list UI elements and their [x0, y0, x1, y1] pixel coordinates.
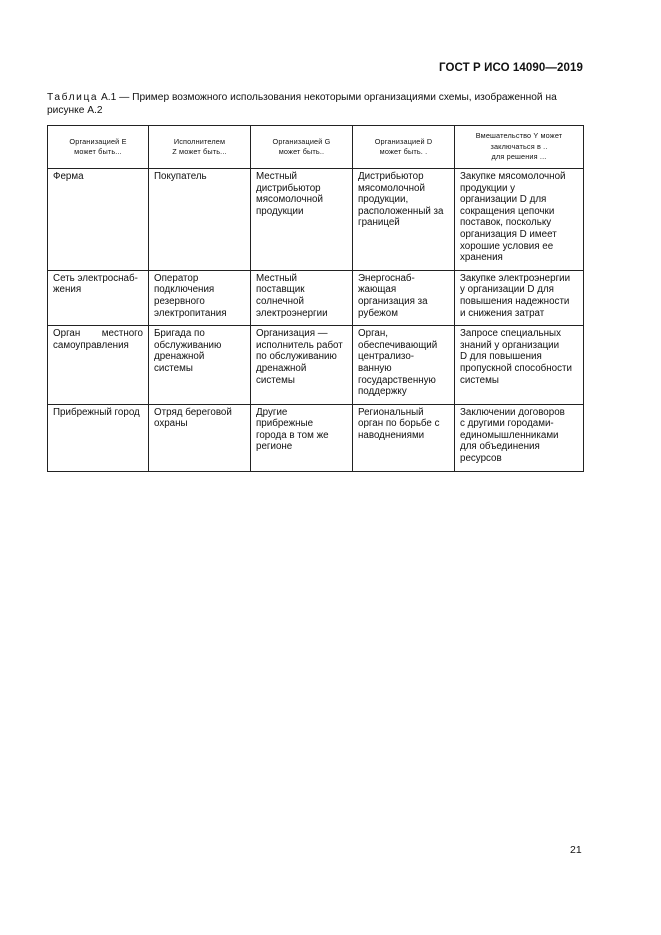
header-organization-e: [48, 126, 149, 169]
cell-line: резервного: [154, 295, 205, 307]
header-line: может быть. .: [379, 147, 428, 156]
cell-line: дренажной: [256, 362, 307, 374]
cell-line: повышения надежности: [460, 295, 570, 307]
header-line: может быть...: [74, 147, 122, 156]
cell-line: Организация —: [256, 328, 328, 340]
table-cell: [455, 404, 584, 471]
page-number: 21: [570, 844, 582, 856]
standard-id: ГОСТ Р ИСО 14090—2019: [438, 62, 583, 74]
cell-line: поддержку: [358, 386, 407, 398]
cell-line: охраны: [154, 418, 188, 430]
table-cell: [455, 270, 584, 325]
organizations-table: [47, 125, 584, 472]
cell-line: электроэнергии: [256, 307, 328, 319]
header-line: может быть..: [278, 147, 325, 156]
header-organization-d: [353, 126, 455, 169]
header-line: Вмешательство Y может: [475, 131, 563, 141]
header-executor-z: [149, 126, 251, 169]
cell-line: организации D для: [460, 194, 547, 206]
cell-line: наводнениями: [358, 429, 425, 441]
cell-line: Сеть электроснаб-: [53, 272, 138, 284]
cell-line: организация за: [358, 295, 428, 307]
cell-line: по обслуживанию: [256, 351, 337, 363]
cell-line: дистрибьютор: [256, 182, 321, 194]
cell-line: системы: [460, 374, 499, 386]
cell-line: подключения: [154, 284, 215, 296]
caption-text: А.1 — Пример возможного использования некоторыми организациями схемы, изображенной на рисунке А.2: [47, 92, 557, 116]
cell-line: обслуживанию: [154, 339, 222, 351]
cell-line: Орган,: [358, 328, 389, 340]
cell-line: мясомолочной: [256, 194, 323, 206]
cell-line: Бригада по: [154, 328, 205, 340]
cell-line: солнечной: [256, 295, 304, 307]
cell-line: Оператор: [154, 272, 199, 284]
table-cell: [455, 169, 584, 271]
cell-line: D для повышения: [460, 351, 542, 363]
table-cell: [251, 169, 353, 271]
cell-line: поставщик: [256, 284, 305, 296]
header-line: Исполнителем: [173, 136, 226, 146]
header-organization-g: [251, 126, 353, 169]
caption-prefix: Таблица: [47, 92, 99, 103]
table-cell: [149, 169, 251, 271]
table-cell: [251, 326, 353, 405]
cell-line: Другие: [256, 406, 288, 418]
cell-line: самоуправления: [53, 339, 129, 351]
table-cell: [251, 270, 353, 325]
cell-line: у организации D для: [460, 284, 554, 296]
cell-line: мясомолочной: [358, 182, 425, 194]
table-cell: [149, 404, 251, 471]
cell-line: расположенный за: [358, 205, 444, 217]
cell-line: регионе: [256, 441, 293, 453]
cell-line: пропускной способности: [460, 362, 572, 374]
cell-line: системы: [256, 374, 295, 386]
header-intervention-y: [455, 126, 584, 169]
table-caption: [47, 92, 567, 117]
cell-line: Орган местного: [53, 328, 143, 340]
cell-line: единомышленниками: [460, 429, 559, 441]
cell-line: Ферма: [53, 171, 84, 182]
table-row: [48, 169, 584, 271]
table-row: [48, 404, 584, 471]
cell-line: Закупке мясомолочной: [460, 171, 566, 182]
cell-line: сокращения цепочки: [460, 205, 555, 217]
cell-line: ванную: [358, 362, 392, 374]
cell-line: с другими городами-: [460, 418, 554, 430]
cell-line: хорошие условия ее: [460, 240, 554, 252]
cell-line: Местный: [256, 272, 298, 284]
cell-line: исполнитель работ: [256, 339, 343, 351]
table-cell: [353, 169, 455, 271]
cell-line: продукции у: [460, 182, 516, 194]
cell-line: обеспечивающий: [358, 339, 438, 351]
cell-line: рубежом: [358, 307, 398, 319]
table-row: [48, 326, 584, 405]
cell-line: Заключении договоров: [460, 406, 565, 418]
table-cell: [353, 404, 455, 471]
table-cell: [251, 404, 353, 471]
table-cell: [48, 404, 149, 471]
table-cell: [353, 326, 455, 405]
table-cell: [149, 270, 251, 325]
cell-line: продукции,: [358, 194, 409, 206]
header-line: заключаться в ..: [490, 141, 548, 151]
header-line: Организацией Е: [69, 136, 127, 146]
header-row: [48, 126, 584, 169]
cell-line: системы: [154, 362, 193, 374]
table-cell: [48, 326, 149, 405]
cell-line: города в том же: [256, 429, 329, 441]
cell-line: прибрежные: [256, 418, 314, 430]
table-header: [48, 126, 584, 169]
header-line: для решения ...: [491, 152, 547, 162]
cell-line: хранения: [460, 252, 503, 264]
cell-line: ресурсов: [460, 453, 502, 465]
cell-line: границей: [358, 217, 400, 229]
cell-line: Покупатель: [154, 171, 207, 182]
table-cell: [455, 326, 584, 405]
cell-line: Дистрибьютор: [358, 171, 424, 182]
cell-line: государственную: [358, 374, 436, 386]
cell-line: организация D имеет: [460, 228, 557, 240]
table-cell: [353, 270, 455, 325]
table-row: [48, 270, 584, 325]
cell-line: жения: [53, 284, 82, 296]
cell-line: электропитания: [154, 307, 227, 319]
table-cell: [48, 270, 149, 325]
cell-line: Местный: [256, 171, 298, 182]
cell-line: знаний у организации: [460, 339, 560, 351]
cell-line: дренажной: [154, 351, 205, 363]
cell-line: Энергоснаб-: [358, 272, 415, 284]
table-cell: [48, 169, 149, 271]
cell-line: Прибрежный город: [53, 406, 140, 418]
cell-line: для объединения: [460, 441, 540, 453]
cell-line: централизо-: [358, 351, 415, 363]
header-line: Организацией D: [374, 136, 433, 146]
header-line: Организацией G: [272, 136, 331, 146]
cell-line: поставок, поскольку: [460, 217, 552, 229]
cell-line: Отряд береговой: [154, 406, 232, 418]
cell-line: Региональный: [358, 406, 424, 418]
cell-line: и снижения затрат: [460, 307, 545, 319]
cell-line: орган по борьбе с: [358, 418, 440, 430]
cell-line: Запросе специальных: [460, 328, 561, 340]
cell-line: Закупке электроэнергии: [460, 272, 571, 284]
table-cell: [149, 326, 251, 405]
cell-line: продукции: [256, 205, 304, 217]
cell-line: жающая: [358, 284, 397, 296]
table-body: [48, 169, 584, 472]
header-line: Z может быть...: [172, 147, 227, 156]
